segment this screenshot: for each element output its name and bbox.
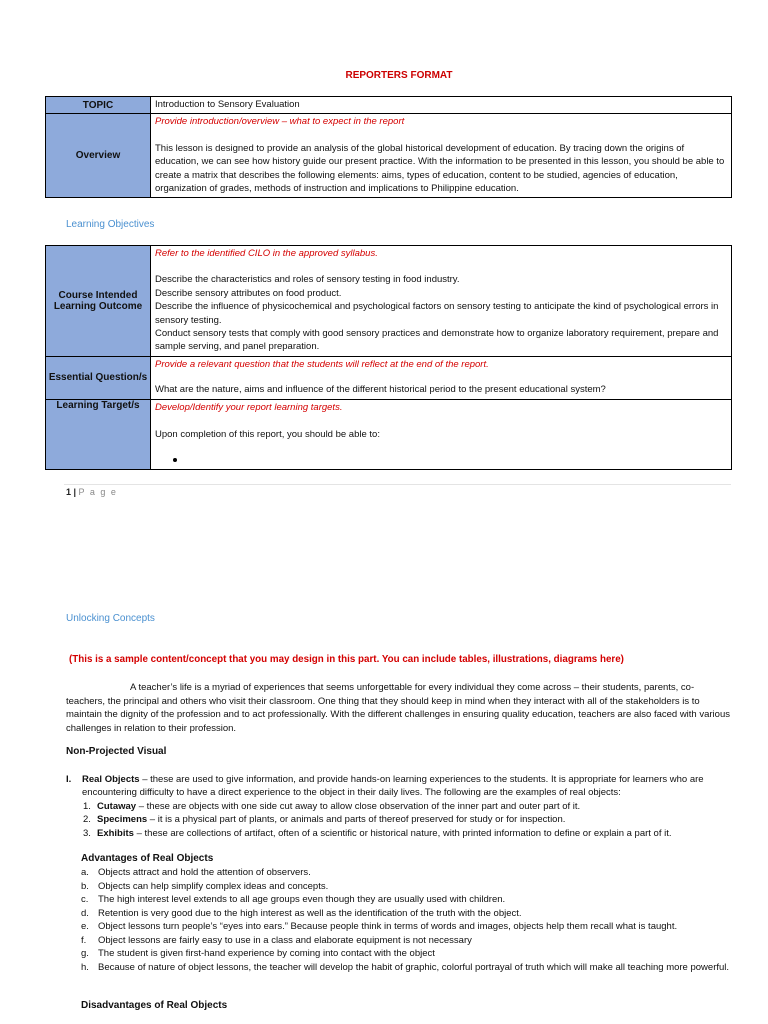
learning-target-cell [151, 399, 732, 470]
cilo-item: Describe sensory attributes on food product. [155, 287, 342, 299]
overview-row [46, 114, 732, 198]
cilo-item: Describe the influence of physicochemical and psychological factors on sensory testing to anticipate the kind of psychological errors in sensory testing. [155, 301, 719, 326]
list-item: d. Retention is very good due to the high interest as well as the identification of the truth with the object. [81, 907, 522, 919]
list-item: b. Objects can help simplify complex ideas and concepts. [81, 880, 329, 892]
learning-target-label: Learning Target/s [46, 399, 151, 470]
topic-overview-table [45, 96, 732, 198]
example-term: Exhibits [97, 827, 134, 839]
advantages-heading: Advantages of Real Objects [81, 853, 214, 864]
cilo-cell [151, 246, 732, 357]
unlocking-concepts-heading: Unlocking Concepts [66, 613, 155, 624]
intro-paragraph: A teacher’s life is a myriad of experiences that seems unforgettable for every individual they come across – their students, parents, co-teachers, the principal and others who visit their classroom. One thing that they should keep in mind when they interact with all of the stakeholders is to maintain the dignity of the profession and to act professionally. With the different challenges in ensuring quality education, teachers are also faced with various challenges in relation to their profession. [66, 682, 730, 734]
real-objects-term: Real Objects [82, 774, 140, 785]
objectives-table [45, 245, 732, 470]
essential-question-instruction: Provide a relevant question that the students will reflect at the end of the report. [155, 358, 489, 370]
page-separator: | [71, 487, 79, 497]
bullet-icon [173, 458, 177, 462]
overview-instruction: Provide introduction/overview – what to expect in the report [155, 116, 405, 128]
cilo-label: Course Intended Learning Outcome [46, 246, 151, 357]
list-item: f. Object lessons are fairly easy to use in a class and elaborate equipment is not necessary [81, 934, 472, 946]
example-text: – these are collections of artifact, often of a scientific or historical nature, with printed information to define or explain a part of it. [133, 827, 672, 839]
topic-value: Introduction to Sensory Evaluation [151, 97, 732, 114]
learning-target-text: Upon completion of this report, you should be able to: [155, 429, 380, 441]
topic-row [46, 97, 732, 114]
page-word: P a g e [78, 487, 118, 497]
essential-question-cell [151, 356, 732, 399]
sample-content-note: (This is a sample content/concept that you may design in this part. You can include tables, illustrations, diagrams here) [69, 654, 624, 665]
essential-question-label: Essential Question/s [46, 356, 151, 399]
example-item [83, 800, 732, 813]
example-item [83, 827, 732, 840]
list-item: e. Object lessons turn people’s “eyes into ears.” Because people think in terms of words and images, objects help them recall what is taught. [81, 921, 678, 932]
non-projected-visual-heading: Non-Projected Visual [66, 746, 167, 757]
overview-label: Overview [46, 114, 151, 198]
example-term: Cutaway [97, 800, 137, 812]
essential-question-row [46, 356, 732, 399]
page-footer [66, 487, 117, 497]
page-number: 1 [66, 487, 72, 497]
real-objects-section [66, 773, 732, 840]
list-item: c. The high interest level extends to all age groups even though they are usually used with children. [81, 894, 506, 905]
cilo-item: Conduct sensory tests that comply with good sensory practices and demonstrate how to organize laboratory requirement, prepare and sample serving, and panel preparation. [155, 328, 719, 353]
disadvantages-heading: Disadvantages of Real Objects [81, 1000, 228, 1011]
example-term: Specimens [97, 814, 148, 826]
example-number: 1. [83, 800, 91, 812]
list-item: h. Because of nature of object lessons, the teacher will develop the habit of graphic, colorful portrayal of truth which will make all teaching more powerful. [81, 961, 730, 973]
learning-target-row [46, 399, 732, 470]
learning-target-instruction: Develop/Identify your report learning targets. [155, 401, 343, 413]
real-objects-item [66, 773, 732, 800]
example-number: 2. [83, 814, 91, 826]
footer-divider [64, 484, 731, 485]
cilo-item: Describe the characteristics and roles of sensory testing in food industry. [155, 274, 460, 286]
real-objects-text: – these are used to give information, and provide hands-on learning experiences to the students. It is appropriate for learners who are encountering difficulty to have a direct experience to the object in their daily lives. The following are the examples of real objects: [82, 774, 704, 799]
overview-text: This lesson is designed to provide an analysis of the global historical development of education. By tracing down the origins of education, we can see how history guide our present practice. With the information to be presented in this lesson, you should be able to create a matrix that describes the following elements: aims, types of education, content to be studied, agencies of education, organization of grades, methods of instruction and implications to Philippine education. [155, 142, 725, 195]
overview-cell [151, 114, 732, 198]
advantages-list [81, 866, 732, 974]
example-text: – it is a physical part of plants, or animals and parts of thereof preserved for study or for inspection. [147, 814, 566, 826]
example-item [83, 813, 732, 826]
document-title: REPORTERS FORMAT [345, 70, 453, 81]
example-number: 3. [83, 827, 91, 839]
learning-objectives-heading: Learning Objectives [66, 219, 155, 230]
cilo-instruction: Refer to the identified CILO in the approved syllabus. [155, 248, 378, 259]
essential-question-text: What are the nature, aims and influence of the different historical period to the present educational system? [155, 384, 606, 396]
roman-numeral: I. [66, 774, 72, 785]
topic-label: TOPIC [46, 97, 151, 114]
list-item: a. Objects attract and hold the attention of observers. [81, 867, 311, 878]
list-item: g. The student is given first-hand experience by coming into contact with the object [81, 948, 435, 959]
example-text: – these are objects with one side cut away to allow close observation of the inner part and outer part of it. [136, 800, 581, 812]
cilo-row [46, 246, 732, 357]
